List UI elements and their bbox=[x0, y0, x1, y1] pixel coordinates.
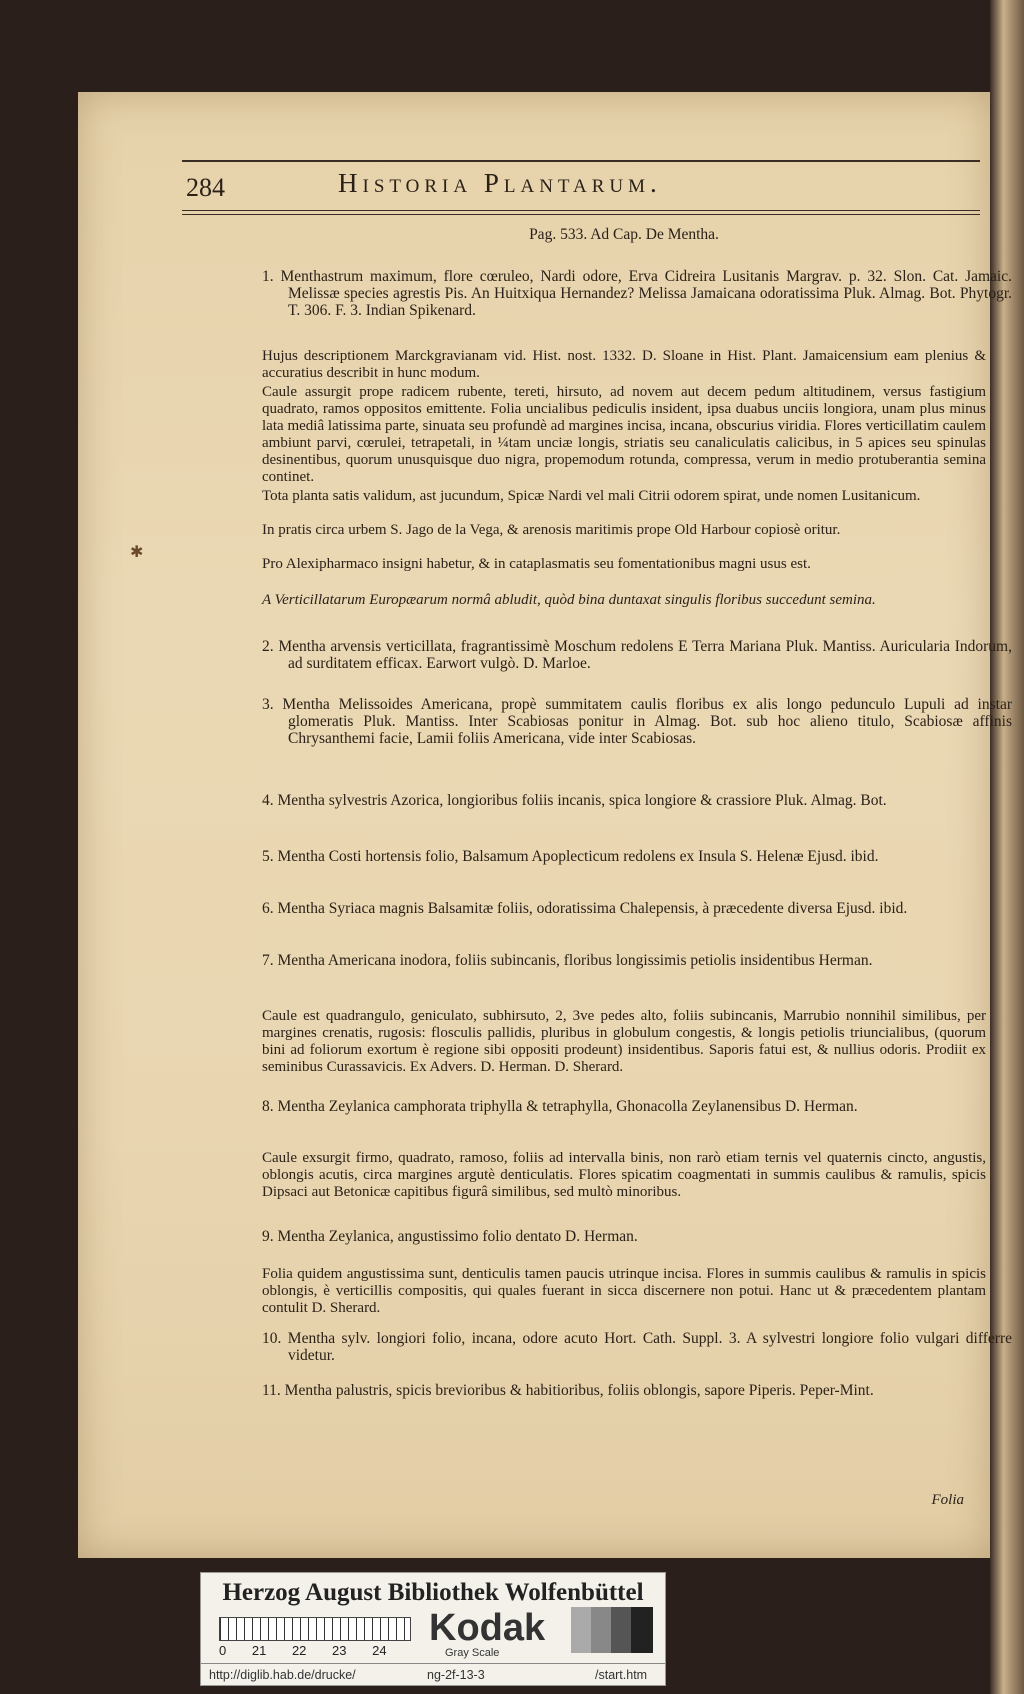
gray-patch bbox=[611, 1607, 631, 1653]
scale-numbers bbox=[219, 1643, 409, 1658]
book-page bbox=[78, 92, 1012, 1558]
gray-patch bbox=[631, 1607, 653, 1653]
scale-number: 22 bbox=[291, 1643, 307, 1658]
header-double-rule bbox=[182, 210, 980, 211]
entry-11: 11. Mentha palustris, spicis brevioribus & habitioribus, foliis oblongis, sapore Piperis. Peper-Mint. bbox=[262, 1382, 874, 1399]
page-number: 284 bbox=[186, 173, 225, 202]
measuring-scale bbox=[219, 1617, 411, 1641]
entry-8: 8. Mentha Zeylanica camphorata triphylla & tetraphylla, Ghonacolla Zeylanensibus D. Herman. bbox=[262, 1098, 858, 1115]
library-label bbox=[200, 1572, 666, 1686]
section-heading: Pag. 533. Ad Cap. De Mentha. bbox=[529, 226, 719, 243]
entry-3: 3. Mentha Melissoides Americana, propè summitatem caulis floribus ex alis longo pedunculo Lupuli ad instar glomeratis Pluk. Mantiss. Inter Scabiosas ponitur in Almag. Bot. sub hoc alieno titulo, Scabiosæ affinis Chrysanthemi facie, Lamii foliis Americana, vide inter Scabiosas. bbox=[262, 696, 1012, 747]
header-double-rule bbox=[182, 214, 980, 215]
kodak-logo: Kodak bbox=[429, 1607, 546, 1649]
label-footer bbox=[201, 1663, 665, 1686]
shelfmark: ng-2f-13-3 bbox=[427, 1668, 485, 1682]
gray-patch bbox=[571, 1607, 591, 1653]
start-page-path: /start.htm bbox=[595, 1668, 648, 1682]
entry-10: 10. Mentha sylv. longiori folio, incana, odore acuto Hort. Cath. Suppl. 3. A sylvestri longiore folio vulgari differre videtur. bbox=[262, 1330, 1012, 1364]
paragraph-odor: Tota planta satis validum, ast jucundum, Spicæ Nardi vel mali Citrii odorem spirat, unde nomen Lusitanicum. bbox=[262, 488, 921, 504]
paragraph-description-intro: Hujus descriptionem Marckgravianam vid. Hist. nost. 1332. D. Sloane in Hist. Plant. Jamaicensium eam plenius & accuratius describit in hunc modum. bbox=[262, 348, 986, 381]
entry-7: 7. Mentha Americana inodora, foliis subincanis, floribus longissimis petiolis insidentibus Herman. bbox=[262, 952, 873, 969]
paragraph-caule-8: Caule exsurgit firmo, quadrato, ramoso, foliis ad intervalla binis, non rarò etiam ternis vel quaternis cincto, angustis, oblongis acutis, circa margines argutè denticulatis. Flores spicatim coagmentati in summis caulibus & ramulis, spicis Dipsaci aut Betonicæ capitibus figurâ similibus, sed multò minoribus. bbox=[262, 1150, 986, 1200]
book-edge bbox=[990, 0, 1024, 1694]
catchword: Folia bbox=[931, 1492, 964, 1508]
running-head: Historia Plantarum. bbox=[338, 168, 662, 198]
entry-9: 9. Mentha Zeylanica, angustissimo folio dentato D. Herman. bbox=[262, 1228, 638, 1245]
scale-number: 0 bbox=[219, 1643, 227, 1658]
entry-2: 2. Mentha arvensis verticillata, fragrantissimè Moschum redolens E Terra Mariana Pluk. Mantiss. Auricularia Indorum, ad surditatem efficax. Earwort vulgò. D. Marloe. bbox=[262, 638, 1012, 672]
scale-number: 23 bbox=[332, 1643, 347, 1658]
library-name: Herzog August Bibliothek Wolfenbüttel bbox=[222, 1579, 644, 1606]
gray-patch bbox=[591, 1607, 611, 1653]
margin-mark: ✱ bbox=[130, 544, 144, 561]
paragraph-caule-7: Caule est quadrangulo, geniculato, subhirsuto, 2, 3ve pedes alto, foliis subincanis, Marrubio nonnihil similibus, per margines crenatis, rugosis: flosculis pallidis, pluribus in globulum congestis, & longis petiolis triuncialibus, (quorum bini ad foliorum exortum è regione sibi oppositi prodeunt) insidentibus. Saporis fatui est, & nullius odoris. Prodiit ex seminibus Curassavicis. Ex Advers. D. Herman. D. Sherard. bbox=[262, 1008, 986, 1075]
scale-number: 24 bbox=[372, 1643, 387, 1658]
paragraph-caule: Caule assurgit prope radicem rubente, tereti, hirsuto, ad novem aut decem pedum altitudinem, versus fastigium quadrato, ramos oppositos emittente. Folia uncialibus pediculis insident, ipsa duabus unciis longiora, unam plus minus lata mediâ latissima parte, sinuata seu profundè ad margines incisa, incana, obscurius viridia. Flores verticillatim caulem ambiunt parvi, cœrulei, tetrapetali, in ¼tam unciæ longis, striatis seu canaliculatis calicibus, in 5 apices seu spinulas desinentibus, quorum unusquisque duo nigra, propemodum rotunda, compressa, verum in medio protuberantia semina continet. bbox=[262, 384, 986, 485]
gray-scale-label: Gray Scale bbox=[445, 1647, 500, 1659]
scale-number: 21 bbox=[251, 1643, 267, 1658]
entry-1: 1. Menthastrum maximum, flore cœruleo, Nardi odore, Erva Cidreira Lusitanis Margrav. p. 32. Slon. Cat. Jamaic. Melissæ species agrestis Pis. An Huitxiqua Hernandez? Melissa Jamaicana odoratissima Pluk. Almag. Bot. Phytogr. T. 306. F. 3. Indian Spikenard. bbox=[262, 268, 1012, 319]
paragraph-folia-9: Folia quidem angustissima sunt, denticulis tamen paucis utrinque incisa. Flores in summis caulibus & ramulis in spicis oblongis, è verticillis compositis, qui quales fuerant in sicca discernere non potui. Hanc ut & præcedentem plantam contulit D. Sherard. bbox=[262, 1266, 986, 1316]
paragraph-usus: Pro Alexipharmaco insigni habetur, & in cataplasmatis seu fomentationibus magni usus est. bbox=[262, 556, 811, 572]
paragraph-norma: A Verticillatarum Europæarum normâ abludit, quòd bina duntaxat singulis floribus succedunt semina. bbox=[262, 592, 876, 608]
digital-library-url: http://diglib.hab.de/drucke/ bbox=[209, 1668, 356, 1682]
header-rule bbox=[182, 160, 980, 162]
entry-4: 4. Mentha sylvestris Azorica, longioribus foliis incanis, spica longiore & crassiore Pluk. Almag. Bot. bbox=[262, 792, 887, 809]
entry-6: 6. Mentha Syriaca magnis Balsamitæ foliis, odoratissima Chalepensis, à præcedente diversa Ejusd. ibid. bbox=[262, 900, 908, 917]
entry-5: 5. Mentha Costi hortensis folio, Balsamum Apoplecticum redolens ex Insula S. Helenæ Ejusd. ibid. bbox=[262, 848, 879, 865]
paragraph-habitat: In pratis circa urbem S. Jago de la Vega, & arenosis maritimis prope Old Harbour copiosè oritur. bbox=[262, 522, 841, 538]
